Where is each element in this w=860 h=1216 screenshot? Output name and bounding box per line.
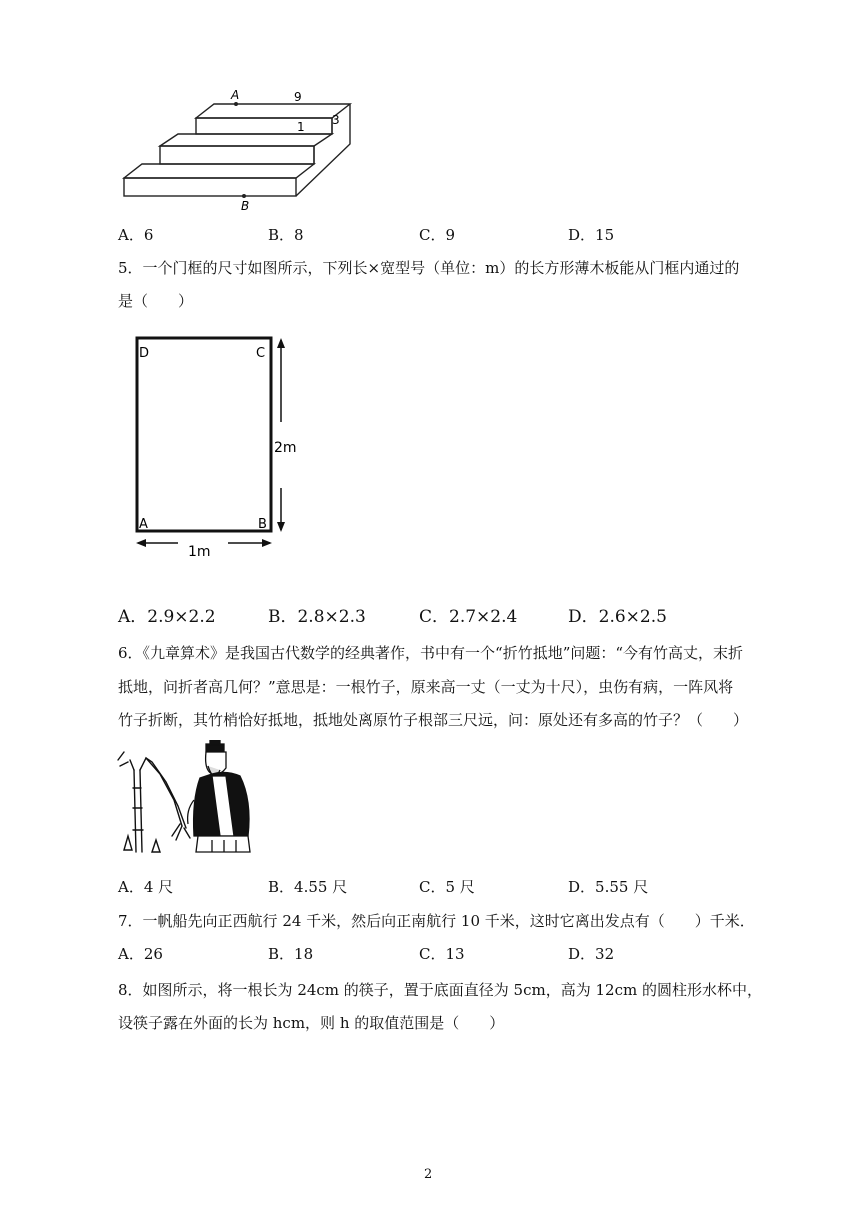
label-a: A [139,517,148,532]
door-frame-figure [126,332,306,560]
label-b: B [258,517,267,532]
q6-option-b: B．4.55 尺 [268,878,348,896]
q4-option-d: D．15 [568,226,615,244]
label-d: D [139,346,150,361]
q5-stem-line2: 是（ ） [118,292,194,310]
q8-stem-line2: 设筷子露在外面的长为 hcm，则 h 的取值范围是（ ） [118,1014,505,1032]
q5-stem-line1: 5．一个门框的尺寸如图所示，下列长×宽型号（单位：m）的长方形薄木板能从门框内通过的 [118,259,740,277]
width-label: 1m [188,544,211,560]
q7-option-a: A．26 [118,945,163,963]
q5-option-c: C．2.7×2.4 [419,607,518,627]
q7-option-c: C．13 [419,945,465,963]
q6-option-c: C．5 尺 [419,878,475,896]
label-9: 9 [294,90,302,104]
q7-option-d: D．32 [568,945,615,963]
page-number: 2 [424,1167,433,1182]
height-label: 2m [274,440,297,456]
q6-option-d: D．5.55 尺 [568,878,649,896]
q4-option-b: B．8 [268,226,304,244]
label-3: 3 [332,113,340,127]
label-a: A [231,88,240,102]
q7-stem-line1: 7．一帆船先向正西航行 24 千米，然后向正南航行 10 千米，这时它离出发点有（ ）千米． [118,912,755,930]
label-1: 1 [297,120,305,134]
bamboo-scholar-illustration [116,740,261,862]
q6-stem-line3: 竹子折断，其竹梢恰好抵地，抵地处离原竹子根部三尺远，问：原处还有多高的竹子？（ ） [118,711,749,729]
staircase-figure [118,86,358,216]
q5-option-d: D．2.6×2.5 [568,607,667,627]
q6-option-a: A．4 尺 [118,878,174,896]
q7-option-b: B．18 [268,945,314,963]
label-c: C [256,346,266,361]
q4-option-c: C．9 [419,226,456,244]
q6-stem-line1: 6．《九章算术》是我国古代数学的经典著作，书中有一个“折竹抵地”问题：“今有竹高丈，末折 [118,644,744,662]
q4-option-a: A．6 [118,226,154,244]
q5-option-b: B．2.8×2.3 [268,607,366,627]
label-b: B [241,199,250,213]
q6-stem-line2: 抵地，问折者高几何？”意思是：一根竹子，原来高一丈（一丈为十尺），虫伤有病，一阵风将 [118,678,734,696]
q8-stem-line1: 8．如图所示，将一根长为 24cm 的筷子，置于底面直径为 5cm，高为 12cm 的圆柱形水杯中， [118,981,762,999]
q5-option-a: A．2.9×2.2 [118,607,216,627]
